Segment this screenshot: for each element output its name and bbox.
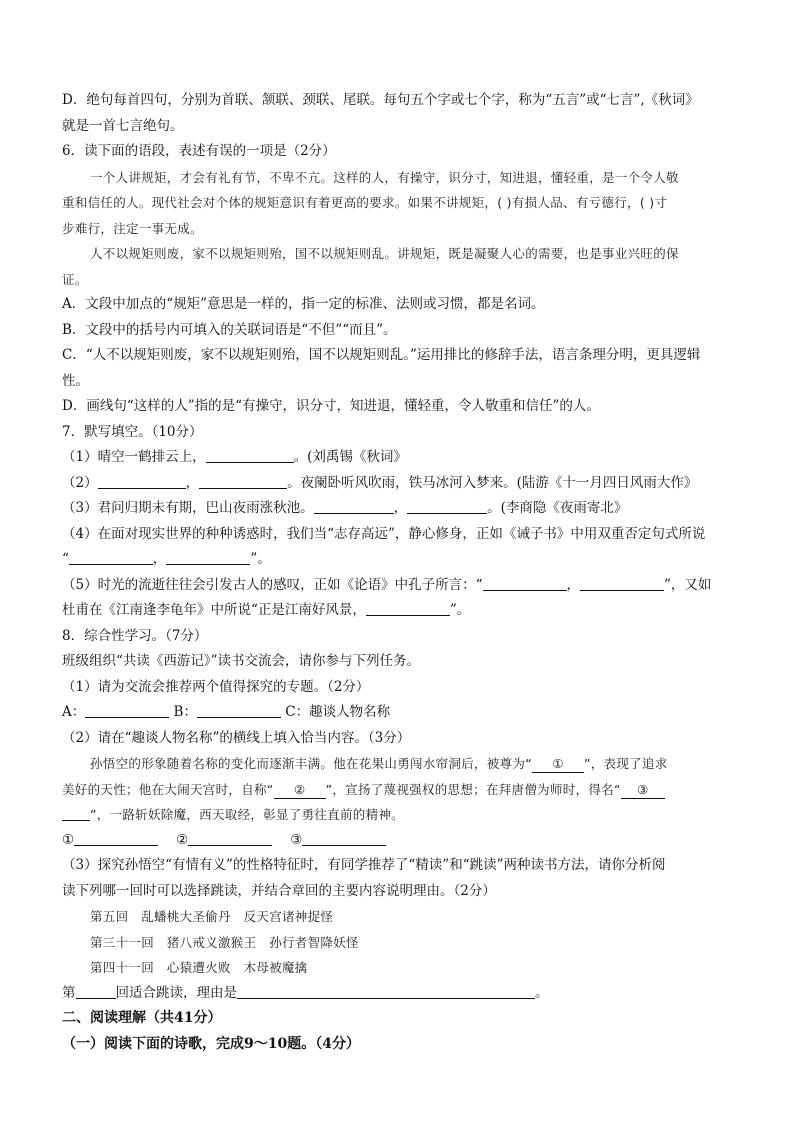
q8-chapter-5: 第五回 乱蟠桃大圣偷丹 反天宫诸神捉怪 bbox=[90, 909, 334, 924]
q7-item4-quote-close: ”。 bbox=[250, 551, 271, 567]
q8-passage-text-2a: 美好的天性；他在大闹天宫时，自称“ bbox=[62, 781, 274, 797]
q8-passage-blank-1[interactable]: ① bbox=[532, 755, 584, 773]
q7-item5-line2 bbox=[62, 598, 734, 624]
q7-item5-blank1[interactable] bbox=[483, 575, 567, 591]
q8-passage-text-1b: ”，表现了追求 bbox=[583, 756, 668, 771]
q7-item4-quote-open: “ bbox=[62, 551, 69, 567]
q8-answer-end: 。 bbox=[535, 984, 549, 1001]
q8-chapter-31: 第三十一回 猪八戒义激猴王 孙行者智降妖怪 bbox=[90, 934, 359, 950]
q7-item4-blank1[interactable] bbox=[69, 549, 153, 565]
q6-option-b: B．文段中的括号内可填入的关联词语是“不但”“而且”。 bbox=[62, 321, 397, 338]
q8-passage-text-3: ”，一路斩妖除魔，西天取经，彰显了勇往直前的精神。 bbox=[90, 807, 404, 822]
q7-item5-text-a: （5）时光的流逝往往会引发古人的感叹，正如《论语》中孔子所言：“ bbox=[62, 576, 483, 593]
q8-answer-reason-label: 回适合跳读，理由是 bbox=[115, 984, 237, 1001]
q7-item3-text-b: ， bbox=[393, 500, 408, 516]
q8-passage-blank-2[interactable]: ② bbox=[274, 781, 326, 799]
q5-option-d-line2: 就是一首七言绝句。 bbox=[62, 117, 184, 134]
q7-item5-blank3[interactable] bbox=[366, 600, 450, 616]
q7-item1-text-a: （1）晴空一鹤排云上， bbox=[62, 449, 206, 465]
q7-item4-blank2[interactable] bbox=[166, 549, 250, 565]
q8-answer-1-label: ① bbox=[62, 831, 75, 848]
q7-item1-text-b: 。(刘禹锡《秋词》 bbox=[293, 449, 407, 465]
q7-item1 bbox=[62, 445, 734, 471]
q8-answer-3-label: ③ bbox=[290, 831, 303, 848]
q7-item3-blank1[interactable] bbox=[314, 498, 394, 514]
q7-item2-text-a: （2） bbox=[62, 474, 98, 491]
q7-item3-text-c: 。(李商隐《夜雨寄北》 bbox=[487, 500, 628, 516]
exam-page bbox=[62, 88, 734, 1057]
q8-answer-2-label: ② bbox=[176, 831, 189, 848]
q7-item4-comma: ， bbox=[152, 551, 167, 567]
section-2-sub-title: （一）阅读下面的诗歌，完成9～10题。（4分） bbox=[62, 1035, 360, 1052]
q8-topic-b-blank[interactable] bbox=[197, 702, 281, 718]
q6-passage-p1c: 步难行，注定一事无成。 bbox=[62, 220, 203, 236]
q8-passage-text-2b: ”，宣扬了蔑视强权的思想；在拜唐僧为师时，得名“ bbox=[325, 781, 621, 797]
q6-title: 6．读下面的语段，表述有误的一项是（2分） bbox=[62, 143, 336, 159]
q8-sub2-answers bbox=[62, 828, 734, 854]
q7-item3-blank2[interactable] bbox=[407, 498, 487, 514]
q7-item5-text-d: 杜甫在《江南逢李龟年》中所说“正是江南好风景， bbox=[62, 602, 366, 618]
q8-sub2-title: （2）请在“趣谈人物名称”的横线上填入恰当内容。（3分） bbox=[62, 729, 411, 746]
q8-answer-reason-blank[interactable] bbox=[237, 983, 535, 999]
q7-item5-line1 bbox=[62, 573, 734, 599]
q6-option-c-line2: 性。 bbox=[62, 372, 89, 389]
q7-title: 7．默写填空。（10分） bbox=[62, 423, 203, 440]
q6-passage-p1b: 重和信任的人。现代社会对个体的规矩意识有着更高的要求。如果不讲规矩，( )有损人品、有亏德行，( )寸 bbox=[62, 195, 668, 210]
q7-item2 bbox=[62, 471, 734, 497]
q7-item4-line1: （4）在面对现实世界的种种诱惑时，我们当“志存高远”，静心修身，正如《诫子书》中用双重否定句式所说 bbox=[62, 525, 706, 542]
q8-chapter-41: 第四十一回 心猿遭火败 木母被魔擒 bbox=[90, 960, 308, 975]
q7-item2-text-b: ， bbox=[185, 474, 200, 491]
q7-item2-blank1[interactable] bbox=[98, 473, 186, 489]
q8-answer-chapter-blank[interactable] bbox=[76, 983, 116, 999]
q8-answer-3-blank[interactable] bbox=[302, 830, 386, 846]
q8-passage-blank-3[interactable]: ③ bbox=[621, 781, 665, 799]
q8-topic-b-label: B： bbox=[173, 704, 197, 720]
q8-topic-a-label: A： bbox=[62, 704, 86, 720]
q8-sub3-answer bbox=[62, 981, 734, 1007]
q7-item5-text-c: ”，又如 bbox=[664, 576, 712, 593]
q7-item3-text-a: （3）君问归期未有期，巴山夜雨涨秋池。 bbox=[62, 500, 314, 516]
q5-option-d-line1: D．绝句每首四句，分别为首联、颔联、颈联、尾联。每句五个字或七个字，称为“五言”或“七言”,《秋词》 bbox=[62, 92, 699, 108]
q8-answer-1-blank[interactable] bbox=[74, 830, 158, 846]
q6-passage-p2a: 人不以规矩则废，家不以规矩则殆，国不以规矩则乱。讲规矩，既是凝聚人心的需要，也是事业兴旺的保 bbox=[90, 246, 679, 261]
q7-item2-blank2[interactable] bbox=[199, 473, 287, 489]
q8-topic-c: C：趣谈人物名称 bbox=[285, 704, 391, 720]
q8-sub3-line2: 读下列哪一回时可以选择跳读，并结合章回的主要内容说明理由。（2分） bbox=[62, 882, 496, 899]
q8-passage-blank-3-cont[interactable] bbox=[62, 805, 90, 821]
q8-passage-text-1a: 孙悟空的形象随着名称的变化而逐渐丰满。他在花果山勇闯水帘洞后，被尊为“ bbox=[90, 756, 532, 771]
q7-item5-blank2[interactable] bbox=[580, 575, 664, 591]
q7-item5-text-b: ， bbox=[566, 576, 580, 593]
q8-passage-line3 bbox=[62, 802, 734, 828]
q8-sub3-line1: （3）探究孙悟空“有情有义”的性格特征时，有同学推荐了“精读”和“跳读”两种读书方法，请你分析阅 bbox=[62, 857, 666, 873]
q8-title: 8．综合性学习。（7分） bbox=[62, 627, 208, 644]
q7-item5-text-e: ”。 bbox=[449, 602, 471, 618]
q8-passage-line2 bbox=[62, 777, 734, 803]
q8-answer-chapter-prefix: 第 bbox=[62, 984, 76, 1001]
q6-option-c-line1: C．“人不以规矩则废，家不以规矩则殆，国不以规矩则乱。”运用排比的修辞手法，语言条理分明，更具逻辑 bbox=[62, 347, 701, 363]
q6-passage-p2b: 证。 bbox=[62, 271, 88, 287]
q8-sub1-title: （1）请为交流会推荐两个值得探究的专题。（2分） bbox=[62, 678, 370, 695]
q8-passage-line1 bbox=[62, 751, 734, 777]
q8-answer-2-blank[interactable] bbox=[188, 830, 272, 846]
q7-item1-blank[interactable] bbox=[206, 447, 294, 463]
q8-topic-a-blank[interactable] bbox=[85, 702, 169, 718]
q6-option-d: D．画线句“这样的人”指的是“有操守，识分寸，知进退，懂轻重，令人敬重和信任”的人。 bbox=[62, 398, 600, 414]
q7-item4-line2 bbox=[62, 547, 734, 573]
q7-item2-text-c: 。夜阑卧听风吹雨，铁马冰河入梦来。(陆游《十一月四日风雨大作》 bbox=[287, 474, 698, 491]
q6-option-a: A．文段中加点的“规矩”意思是一样的，指一定的标准、法则或习惯，都是名词。 bbox=[62, 296, 545, 312]
q8-intro: 班级组织“共读《西游记》”读书交流会，请你参与下列任务。 bbox=[62, 653, 421, 669]
q7-item3 bbox=[62, 496, 734, 522]
section-2-title: 二、阅读理解（共41分） bbox=[62, 1010, 222, 1026]
q6-passage-p1a: 一个人讲规矩，才会有礼有节，不卑不亢。这样的人，有操守，识分寸，知进退，懂轻重，是一个令人敬 bbox=[90, 169, 679, 185]
q8-sub1-topics bbox=[62, 700, 734, 726]
